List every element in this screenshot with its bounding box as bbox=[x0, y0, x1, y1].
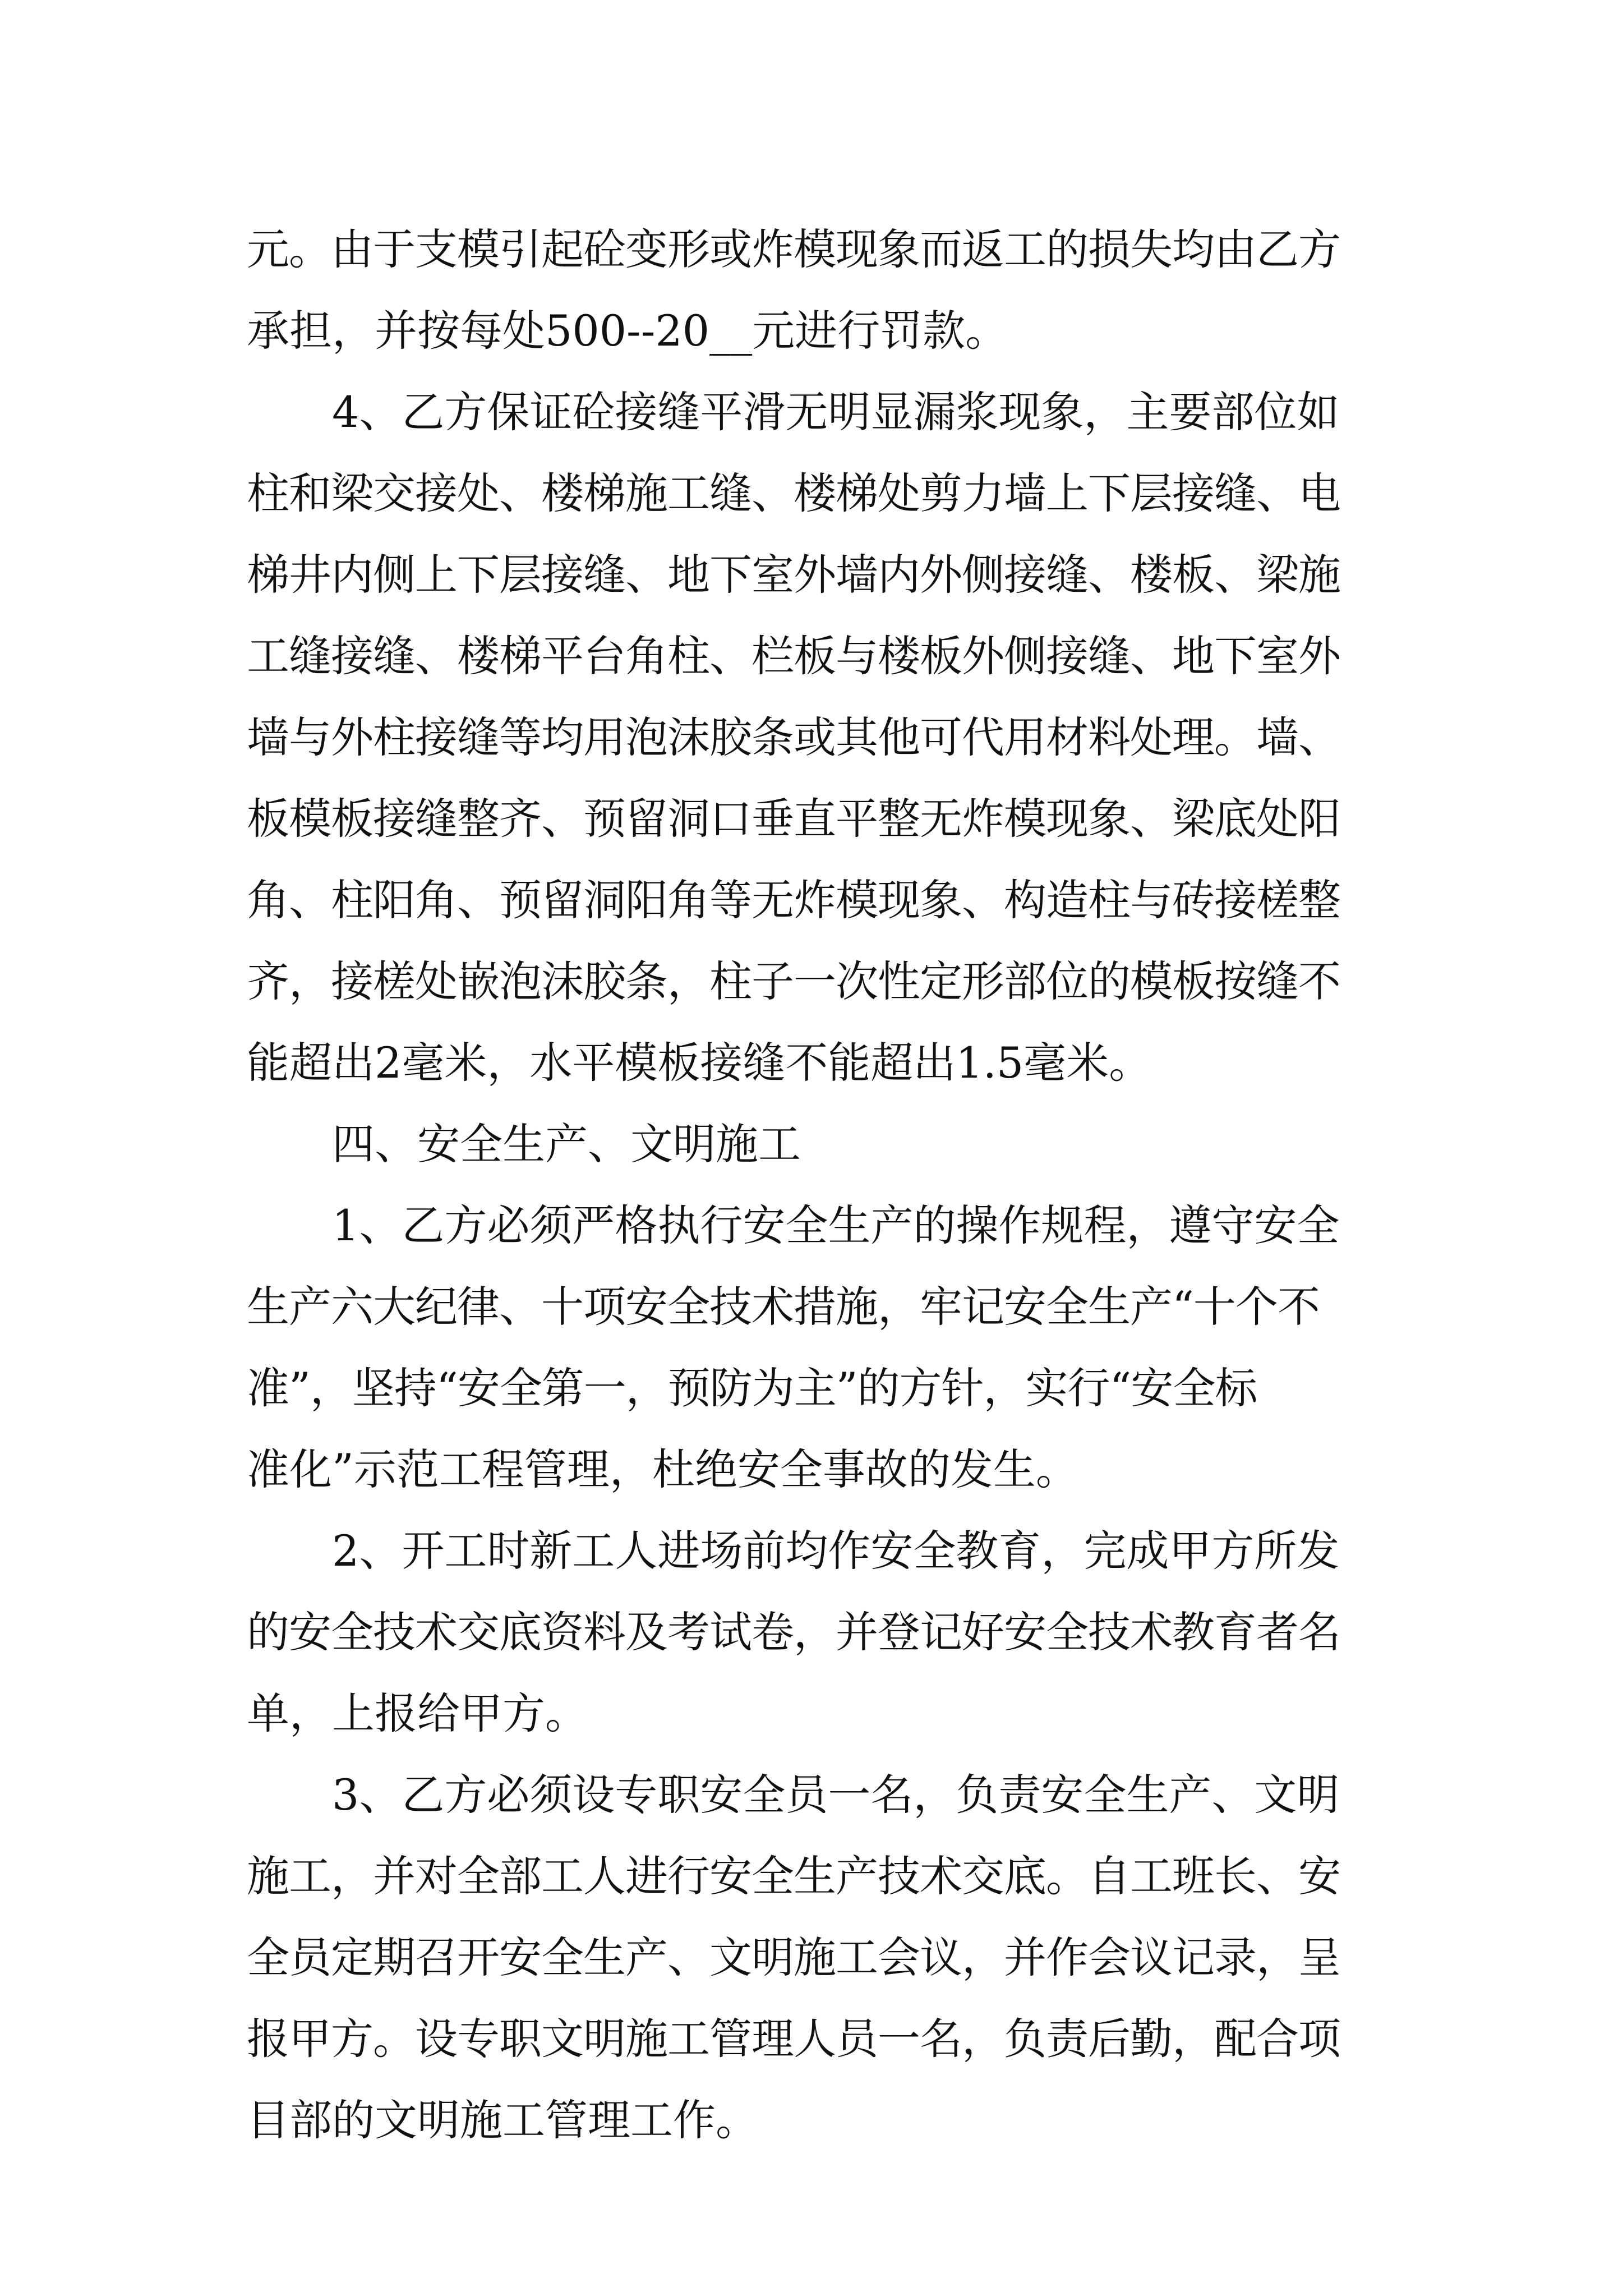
text-line-1: 元。由于支模引起砼变形或炸模现象而返工的损失均由乙方 bbox=[247, 224, 1340, 274]
text-line-22: 全员定期召开安全生产、文明施工会议，并作会议记录，呈 bbox=[247, 1932, 1340, 1982]
text-line-9: 角、柱阳角、预留洞阳角等无炸模现象、构造柱与砖接槎整 bbox=[247, 875, 1340, 925]
text-line-5: 梯井内侧上下层接缝、地下室外墙内外侧接缝、楼板、梁施 bbox=[247, 550, 1340, 600]
text-line-16: 准化”示范工程管理，杜绝安全事故的发生。 bbox=[247, 1444, 1078, 1494]
text-line-7: 墙与外柱接缝等均用泡沫胶条或其他可代用材料处理。墙、 bbox=[247, 712, 1340, 762]
text-line-21: 施工，并对全部工人进行安全生产技术交底。自工班长、安 bbox=[247, 1851, 1340, 1901]
text-line-14: 生产六大纪律、十项安全技术措施，牢记安全生产“十个不 bbox=[247, 1282, 1320, 1332]
text-line-2: 承担，并按每处500--20__元进行罚款。 bbox=[247, 306, 1008, 356]
paragraph-1-start: 1、乙方必须严格执行安全生产的操作规程，遵守安全 bbox=[332, 1200, 1340, 1250]
document-body bbox=[247, 209, 1398, 2161]
text-line-23: 报甲方。设专职文明施工管理人员一名，负责后勤，配合项 bbox=[247, 2014, 1340, 2064]
paragraph-2-start: 2、开工时新工人进场前均作安全教育，完成甲方所发 bbox=[332, 1526, 1340, 1576]
paragraph-3-start: 3、乙方必须设专职安全员一名，负责安全生产、文明 bbox=[332, 1770, 1340, 1820]
section-heading-4: 四、安全生产、文明施工 bbox=[332, 1119, 801, 1169]
text-line-18: 的安全技术交底资料及考试卷，并登记好安全技术教育者名 bbox=[247, 1607, 1340, 1657]
text-line-11: 能超出2毫米，水平模板接缝不能超出1.5毫米。 bbox=[247, 1038, 1152, 1088]
text-line-15: 准”，坚持“安全第一，预防为主”的方针，实行“安全标 bbox=[247, 1363, 1257, 1413]
paragraph-4-start: 4、乙方保证砼接缝平滑无明显漏浆现象，主要部位如 bbox=[332, 387, 1340, 437]
text-line-19: 单，上报给甲方。 bbox=[247, 1688, 588, 1738]
text-line-8: 板模板接缝整齐、预留洞口垂直平整无炸模现象、梁底处阳 bbox=[247, 794, 1340, 844]
text-line-6: 工缝接缝、楼梯平台角柱、栏板与楼板外侧接缝、地下室外 bbox=[247, 631, 1340, 681]
text-line-4: 柱和梁交接处、楼梯施工缝、楼梯处剪力墙上下层接缝、电 bbox=[247, 468, 1340, 518]
text-line-24: 目部的文明施工管理工作。 bbox=[247, 2095, 758, 2145]
text-line-10: 齐，接槎处嵌泡沫胶条，柱子一次性定形部位的模板按缝不 bbox=[247, 956, 1340, 1006]
